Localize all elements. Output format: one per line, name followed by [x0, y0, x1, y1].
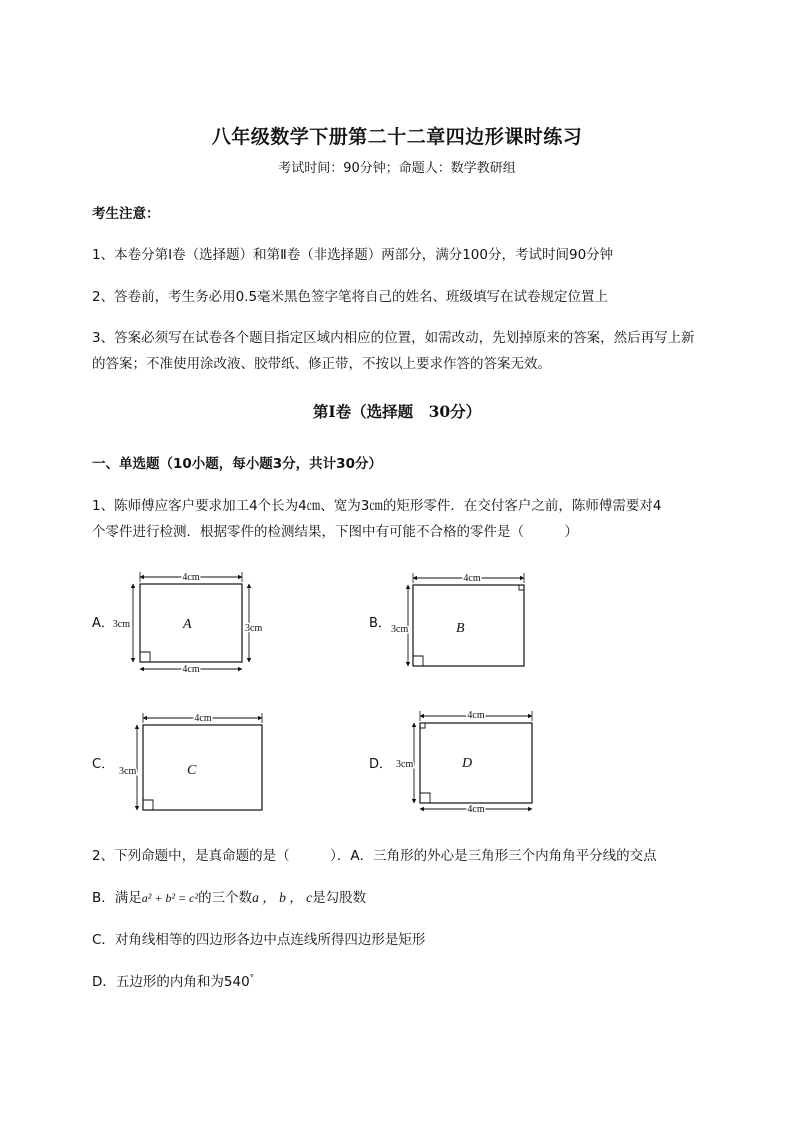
right-angle-mark	[143, 800, 153, 810]
rect-d	[420, 723, 532, 803]
notice-item-3: 3、答案必须写在试卷各个题目指定区域内相应的位置，如需改动，先划掉原来的答案，然后再写上新	[92, 330, 695, 346]
q2-d-prefix: D．五边形的内角和为540	[92, 974, 250, 990]
notice-item-3-cont: 的答案；不准使用涂改液、胶带纸、修正带，不按以上要求作答的答案无效。	[92, 356, 551, 372]
q2-b-prefix: B．满足	[92, 890, 142, 906]
rect-letter: C	[187, 763, 197, 778]
dim-top: 4cm	[467, 710, 485, 721]
part-heading: 一、单选题（10小题，每小题3分，共计30分）	[92, 456, 382, 472]
q2-b-formula: a² + b² = c²	[141, 891, 199, 905]
q2-option-c[interactable]: C．对角线相等的四边形各边中点连线所得四边形是矩形	[92, 932, 426, 948]
rect-letter: B	[456, 621, 465, 636]
dim-top: 4cm	[463, 573, 481, 584]
q2-b-mid: 的三个数	[198, 890, 253, 906]
q2-option-b[interactable]	[92, 886, 366, 906]
q2-b-suffix: 是勾股数	[312, 890, 367, 906]
page-title: 八年级数学下册第二十二章四边形课时练习	[211, 126, 583, 148]
dim-left: 3cm	[112, 619, 130, 630]
q2-option-d[interactable]	[92, 970, 254, 990]
notice-heading: 考生注意：	[92, 206, 160, 222]
dim-top: 4cm	[194, 713, 212, 724]
figure-a	[110, 566, 280, 676]
option-a-label[interactable]: A．	[92, 616, 114, 631]
rect-b	[413, 585, 524, 666]
q2-stem: 2、下列命题中，是真命题的是（ ）．A．三角形的外心是三角形三个内角角平分线的交点	[92, 848, 657, 864]
right-angle-mark	[519, 585, 524, 590]
q1-line1: 1、陈师傅应客户要求加工4个长为4㎝、宽为3㎝的矩形零件．在交付客户之前，陈师傅需要对4	[92, 498, 662, 514]
q2-b-vars: a ， b ， c	[252, 890, 313, 905]
dim-left: 3cm	[396, 759, 414, 770]
figure-d	[392, 703, 542, 819]
dim-top: 4cm	[182, 572, 200, 583]
rect-letter: A	[183, 617, 192, 632]
right-angle-mark	[413, 656, 423, 666]
section-title: 第Ⅰ卷（选择题 30分）	[312, 402, 482, 421]
right-angle-mark	[140, 652, 150, 662]
dim-right: 3cm	[245, 623, 263, 634]
figure-c	[115, 706, 285, 818]
rect-letter: D	[462, 756, 473, 771]
notice-item-2: 2、答卷前，考生务必用0.5毫米黑色签字笔将自己的姓名、班级填写在试卷规定位置上	[92, 289, 609, 305]
option-d-label[interactable]: D．	[369, 757, 393, 772]
degree-sign: °	[249, 973, 255, 984]
figure-b	[388, 566, 538, 676]
option-c-label[interactable]: C．	[92, 757, 115, 772]
right-angle-mark	[420, 793, 430, 803]
exam-info: 考试时间：90分钟；命题人：数学教研组	[278, 161, 516, 176]
right-angle-mark	[420, 723, 425, 728]
dim-left: 3cm	[119, 766, 137, 777]
dim-bottom: 4cm	[467, 804, 485, 815]
dim-bottom: 4cm	[182, 664, 200, 675]
rect-c	[143, 725, 262, 810]
q1-line2: 个零件进行检测．根据零件的检测结果，下图中有可能不合格的零件是（ ）	[92, 524, 578, 540]
option-b-label[interactable]: B．	[369, 616, 391, 631]
notice-item-1: 1、本卷分第Ⅰ卷（选择题）和第Ⅱ卷（非选择题）两部分，满分100分，考试时间90分钟	[92, 247, 614, 263]
dim-left: 3cm	[391, 624, 409, 635]
